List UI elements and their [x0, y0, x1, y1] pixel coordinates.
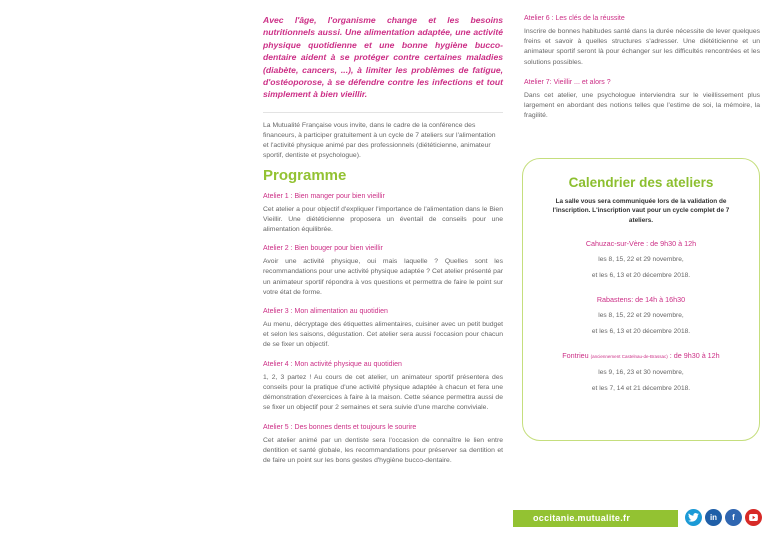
- atelier-title: Atelier 1 : Bien manger pour bien vieillir: [263, 192, 385, 200]
- atelier-title: Atelier 7: Vieillir ... et alors ?: [524, 78, 611, 86]
- footer: [513, 509, 763, 529]
- location-dates-november: les 8, 15, 22 et 29 novembre,: [598, 256, 684, 264]
- twitter-icon[interactable]: [685, 509, 702, 526]
- location-title: Cahuzac-sur-Vère : de 9h30 à 12h: [585, 239, 697, 249]
- location-title: [523, 351, 759, 362]
- left-column: [263, 14, 503, 475]
- atelier-1: [263, 192, 503, 236]
- social-icons: [685, 509, 762, 526]
- youtube-icon[interactable]: [745, 509, 762, 526]
- location-title: Rabastens: de 14h à 16h30: [596, 295, 686, 305]
- intro-paragraph: Avec l'âge, l'organisme change et les besoins nutritionnels aussi. Une alimentation adaptée, une activité physique quotidienne et une bonne hygiène bucco-dentaire aident à se protéger contre certaines maladies (diabète, cancers, ...), à limiter les problèmes de fatigue, d'ostéoporose, à se défendre contre les infections et tout simplement à bien vieillir.: [263, 15, 503, 100]
- atelier-description: Cet atelier a pour objectif d'expliquer l'importance de l'alimentation dans le Bien Vieillir. Une diététicienne proposera un éventail de conseils pour une alimentation équilibrée.: [263, 205, 503, 234]
- atelier-3: [263, 307, 503, 351]
- atelier-title: Atelier 6 : Les clés de la réussite: [524, 15, 625, 22]
- atelier-description: 1, 2, 3 partez ! Au cours de cet atelier, un animateur sportif présentera des conseils pour la pratique d'une activité physique adaptée à chacun et fera une démonstration d'exercices à faire à la maison. Cette séance permettra aussi de se fixer un objectif pour 2 semaines et sera suivie d'une marche conviviale.: [263, 373, 503, 412]
- calendar-note: La salle vous sera communiquée lors de la validation de l'inscription. L'inscription vaut pour un cycle complet de 7 ateliers.: [552, 198, 730, 224]
- linkedin-icon[interactable]: in: [705, 509, 722, 526]
- location-dates-december: et les 7, 14 et 21 décembre 2018.: [591, 385, 691, 393]
- atelier-6: [524, 14, 760, 68]
- atelier-description: Inscrire de bonnes habitudes santé dans la durée nécessite de lever quelques freins et savoir à quelles structures s'adresser. Une diététicienne et un animateur sportif seront là pour échanger sur les difficultés rencontrées et les solutions possibles.: [524, 28, 760, 66]
- location-dates-december: et les 6, 13 et 20 décembre 2018.: [591, 272, 691, 280]
- location-dates-november: les 8, 15, 22 et 29 novembre,: [598, 312, 684, 320]
- calendar-box: [522, 158, 760, 441]
- atelier-4: [263, 360, 503, 414]
- location-dates-december: et les 6, 13 et 20 décembre 2018.: [591, 328, 691, 336]
- atelier-2: [263, 244, 503, 298]
- atelier-description: Avoir une activité physique, oui mais laquelle ? Quelles sont les recommandations pour une activité physique adaptée ? Cet atelier présenté par un animateur sportif répondra à vos questions et permettra de faire le point sur votre état de forme.: [263, 258, 503, 296]
- calendar-title: Calendrier des ateliers: [568, 175, 714, 190]
- right-column: [524, 14, 760, 131]
- location-dates-november: les 9, 16, 23 et 30 novembre,: [598, 369, 684, 377]
- location-fontrieu: [523, 351, 759, 394]
- atelier-title: Atelier 2 : Bien bouger pour bien vieillir: [263, 245, 383, 253]
- location-cahuzac: [523, 239, 759, 281]
- location-former-name: (anciennement Castelnau-de-Brassac): [590, 354, 668, 360]
- atelier-title: Atelier 5 : Des bonnes dents et toujours le sourire: [263, 423, 417, 431]
- atelier-7: [524, 78, 760, 122]
- divider: [263, 112, 503, 113]
- programme-heading: Programme: [263, 166, 347, 184]
- atelier-5: [263, 423, 503, 467]
- atelier-description: Dans cet atelier, une psychologue interviendra sur le vieillissement plus largement en abordant des notions telles que l'estime de soi, la mémoire, la fragilité.: [524, 91, 760, 120]
- atelier-title: Atelier 4 : Mon activité physique au quotidien: [263, 360, 402, 368]
- atelier-description: Au menu, décryptage des étiquettes alimentaires, cuisiner avec un petit budget et selon les saisons, dégustation. Cet atelier sera aussi l'occasion pour chacun de se fixer un objectif.: [263, 321, 503, 349]
- location-name: Fontrieu: [562, 351, 589, 361]
- atelier-title: Atelier 3 : Mon alimentation au quotidien: [263, 308, 388, 316]
- invitation-paragraph: La Mutualité Française vous invite, dans le cadre de la conférence des financeurs, à participer gratuitement à un cycle de 7 ateliers sur l'alimentation et l'activité physique animé par des professionnels (diététicienne, animateur sportif, dentiste et psychologue).: [263, 121, 496, 160]
- facebook-icon[interactable]: f: [725, 509, 742, 526]
- location-hours: : de 9h30 à 12h: [669, 351, 720, 361]
- website-banner[interactable]: occitanie.mutualite.fr: [513, 510, 678, 527]
- location-rabastens: [523, 295, 759, 337]
- atelier-description: Cet atelier animé par un dentiste sera l'occasion de connaître le lien entre dentition et santé globale, les recommandations pour préserver sa dentition et de faire un point sur les bons gestes d'hygiène bucco-dentaire.: [263, 436, 503, 464]
